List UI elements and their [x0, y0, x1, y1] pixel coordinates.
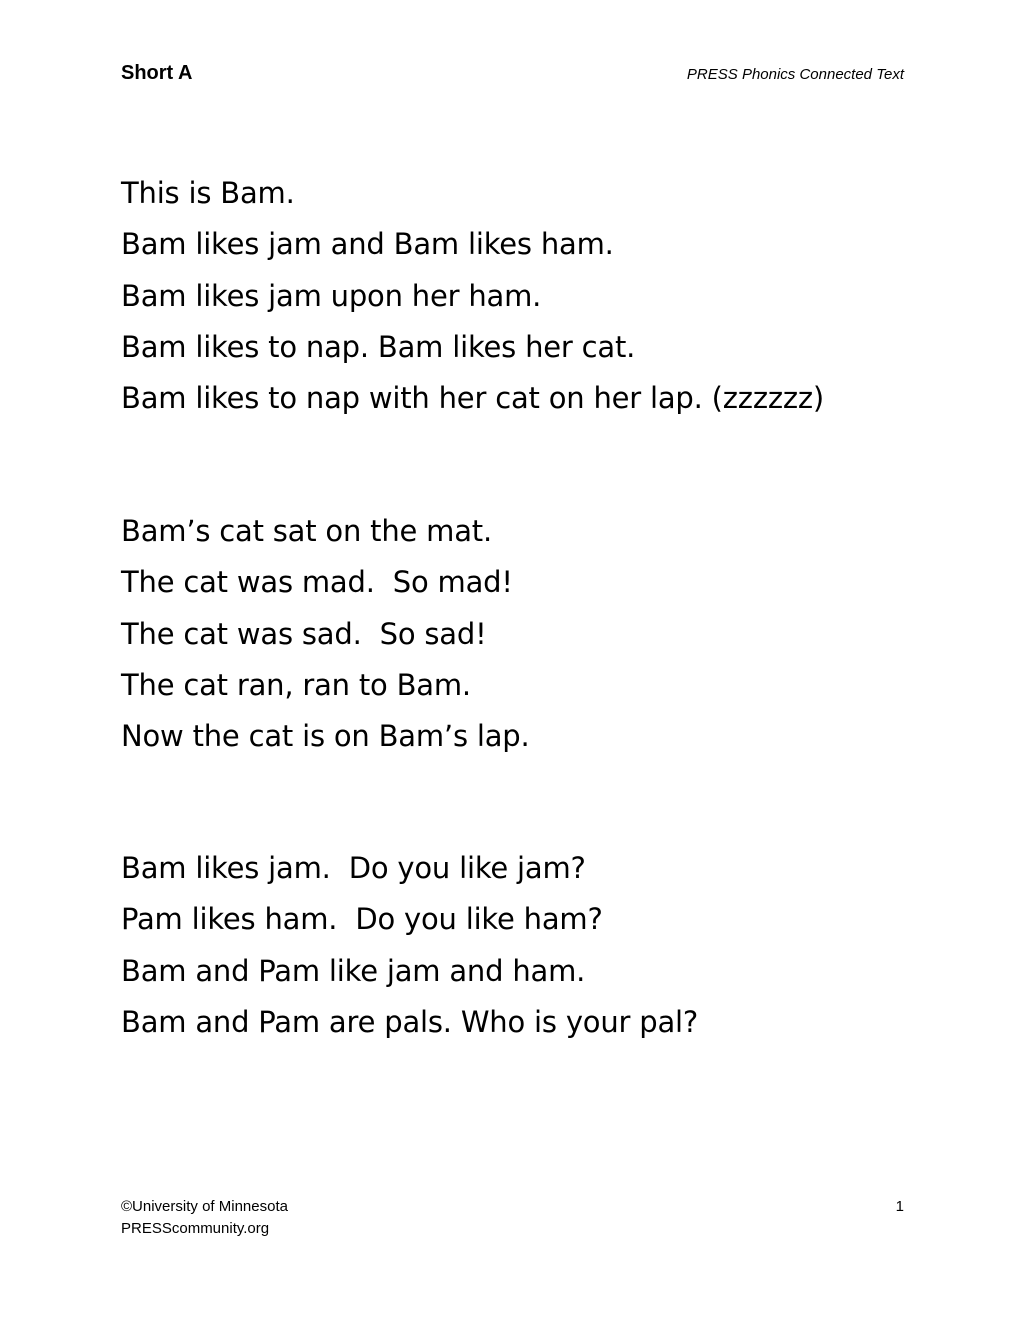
page-header — [121, 62, 904, 94]
passage-1 — [121, 168, 921, 424]
passage-line: Bam likes to nap with her cat on her lap. (zzzzzz) — [121, 381, 825, 416]
passage-line: Bam likes to nap. Bam likes her cat. — [121, 329, 636, 364]
passage-line: Pam likes ham. Do you like ham? — [121, 902, 603, 937]
page-title: Short A — [121, 62, 193, 84]
copyright-text: ©University of Minnesota — [121, 1198, 288, 1215]
website-text: PRESScommunity.org — [121, 1220, 270, 1237]
passage-line: Now the cat is on Bam’s lap. — [121, 719, 530, 754]
passage-line: Bam likes jam upon her ham. — [121, 278, 542, 313]
passage-line: Bam likes jam. Do you like jam? — [121, 851, 586, 885]
passage-line: The cat was sad. So sad! — [121, 616, 487, 651]
footer-credits — [121, 1196, 288, 1240]
passage-2 — [121, 506, 921, 762]
passage-line: The cat was mad. So mad! — [121, 565, 513, 600]
passage-line: The cat ran, ran to Bam. — [121, 667, 471, 702]
passage-line: Bam likes jam and Bam likes ham. — [121, 227, 614, 262]
passage-3 — [121, 843, 921, 1048]
page-number: 1 — [895, 1198, 904, 1215]
passage-line: Bam’s cat sat on the mat. — [121, 514, 492, 548]
passage-line: Bam and Pam like jam and ham. — [121, 953, 586, 988]
passage-line: Bam and Pam are pals. Who is your pal? — [121, 1004, 699, 1039]
passage-line: This is Bam. — [121, 176, 295, 210]
page-footer — [121, 1196, 904, 1240]
document-subtitle: PRESS Phonics Connected Text — [686, 66, 904, 83]
